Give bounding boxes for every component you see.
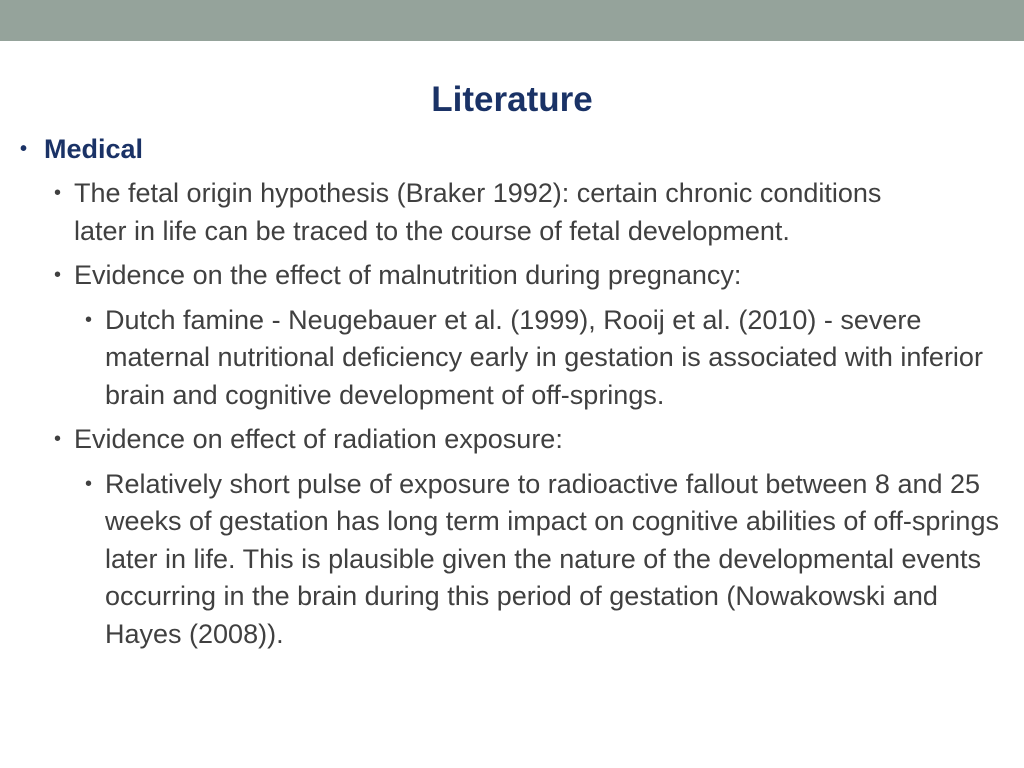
bullet-text: Relatively short pulse of exposure to radioactive fallout between 8 and 25 weeks of gestation has long term impact on cognitive abilities of off-springs later in life. This is plausible given the nature of the developmental events occurring in the brain during this period of gestation (Nowakowski and Hayes (2008)). (105, 468, 999, 649)
section-heading-text: Medical (44, 134, 144, 164)
bullet-icon: • (54, 264, 62, 286)
bullet-text: The fetal origin hypothesis (Braker 1992): certain chronic conditions later in life can be traced to the course of fetal development. (74, 178, 882, 246)
bullet-fetal-origin (54, 175, 934, 250)
bullet-malnutrition (54, 257, 934, 295)
bullet-text: Evidence on the effect of malnutrition during pregnancy: (74, 260, 742, 290)
section-heading-medical (20, 130, 1004, 168)
bullet-icon: • (20, 138, 28, 160)
bullet-text: Evidence on effect of radiation exposure: (74, 424, 563, 454)
bullet-radiation (54, 421, 934, 459)
top-accent-bar (0, 0, 1024, 41)
bullet-icon: • (85, 308, 93, 331)
subbullet-dutch-famine (85, 302, 1005, 415)
bullet-icon: • (54, 182, 62, 204)
subbullet-radiation-pulse (85, 466, 1005, 654)
bullet-icon: • (54, 428, 62, 450)
slide-body (0, 130, 1024, 653)
slide-title: Literature (431, 80, 593, 119)
bullet-icon: • (85, 472, 93, 495)
bullet-text: Dutch famine - Neugebauer et al. (1999), Rooij et al. (2010) - severe maternal nutritional deficiency early in gestation is associated with inferior brain and cognitive development of off-springs. (105, 304, 983, 410)
